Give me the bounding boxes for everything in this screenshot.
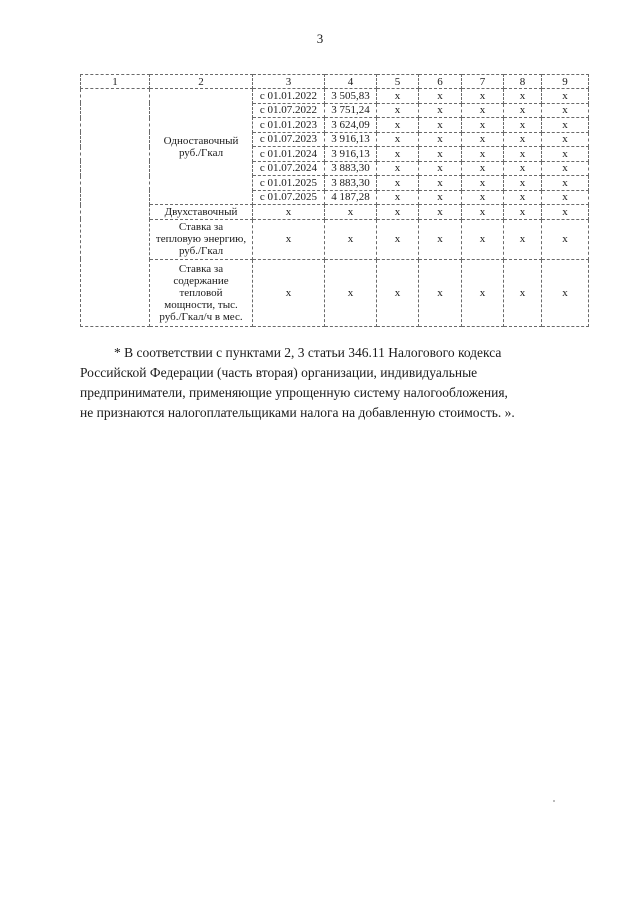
- period-cell: с 01.07.2025: [253, 190, 325, 205]
- capacity-rate-label-unit: руб./Гкал/ч в мес.: [159, 310, 243, 323]
- x-cell: х: [419, 147, 462, 162]
- x-cell: х: [377, 89, 419, 104]
- x-cell: х: [542, 89, 589, 104]
- header-cell: 8: [504, 75, 542, 89]
- empty-first-column: [81, 89, 150, 327]
- x-cell: х: [542, 132, 589, 147]
- header-cell: 4: [325, 75, 377, 89]
- x-cell: х: [253, 219, 325, 259]
- x-cell: х: [504, 103, 542, 118]
- page-number: 3: [316, 31, 324, 46]
- header-cell: 1: [81, 75, 150, 89]
- value-cell: 4 187,28: [325, 190, 377, 205]
- value-cell: 3 505,83: [325, 89, 377, 104]
- x-cell: х: [504, 190, 542, 205]
- period-cell: с 01.07.2023: [253, 132, 325, 147]
- x-cell: х: [377, 147, 419, 162]
- x-cell: х: [377, 205, 419, 220]
- table-row-two-part: [81, 205, 589, 220]
- x-cell: х: [504, 89, 542, 104]
- value-cell: 3 916,13: [325, 132, 377, 147]
- header-cell: 5: [377, 75, 419, 89]
- footnote: [80, 343, 588, 423]
- period-cell: с 01.01.2022: [253, 89, 325, 104]
- capacity-rate-label-line: Ставка за: [178, 262, 224, 275]
- footnote-line: предприниматели, применяющие упрощенную систему налогообложения,: [80, 385, 508, 400]
- x-cell: х: [377, 161, 419, 176]
- x-cell: х: [542, 259, 589, 326]
- x-cell: х: [377, 132, 419, 147]
- table-row-energy-rate: [81, 219, 589, 259]
- one-part-label-unit: руб./Гкал: [178, 146, 224, 159]
- x-cell: х: [419, 205, 462, 220]
- x-cell: х: [325, 205, 377, 220]
- footnote-line: не признаются налогоплательщиками налога на добавленную стоимость. ».: [80, 405, 515, 420]
- x-cell: х: [377, 176, 419, 191]
- energy-rate-label-line: тепловую энергию,: [155, 233, 247, 245]
- one-part-label-line: Одноставочный: [163, 134, 239, 147]
- header-cell: 3: [253, 75, 325, 89]
- x-cell: х: [504, 176, 542, 191]
- energy-rate-label-line: Ставка за: [178, 221, 224, 233]
- x-cell: х: [377, 219, 419, 259]
- capacity-rate-label-line: содержание: [173, 274, 229, 287]
- x-cell: х: [542, 190, 589, 205]
- x-cell: х: [419, 89, 462, 104]
- x-cell: х: [462, 219, 504, 259]
- value-cell: 3 624,09: [325, 118, 377, 133]
- x-cell: х: [377, 190, 419, 205]
- x-cell: х: [325, 259, 377, 326]
- header-cell: 9: [542, 75, 589, 89]
- x-cell: х: [462, 259, 504, 326]
- capacity-rate-label-line: мощности, тыс.: [164, 298, 238, 311]
- x-cell: х: [542, 205, 589, 220]
- x-cell: х: [542, 176, 589, 191]
- x-cell: х: [504, 205, 542, 220]
- x-cell: х: [462, 103, 504, 118]
- two-part-tariff-label: Двухставочный: [150, 205, 253, 220]
- x-cell: х: [504, 118, 542, 133]
- period-cell: с 01.01.2023: [253, 118, 325, 133]
- footnote-line: * В соответствии с пунктами 2, 3 статьи 346.11 Налогового кодекса: [114, 345, 502, 360]
- energy-rate-label: [150, 219, 253, 259]
- x-cell: х: [419, 161, 462, 176]
- value-cell: 3 883,30: [325, 161, 377, 176]
- x-cell: х: [377, 259, 419, 326]
- header-cell: 6: [419, 75, 462, 89]
- x-cell: х: [462, 89, 504, 104]
- scan-speck: [553, 800, 555, 802]
- x-cell: х: [504, 132, 542, 147]
- x-cell: х: [462, 176, 504, 191]
- x-cell: х: [462, 118, 504, 133]
- x-cell: х: [462, 147, 504, 162]
- x-cell: х: [462, 190, 504, 205]
- capacity-rate-label: [150, 259, 253, 326]
- x-cell: х: [504, 147, 542, 162]
- x-cell: х: [325, 219, 377, 259]
- x-cell: х: [419, 176, 462, 191]
- x-cell: х: [419, 103, 462, 118]
- tariff-table: [80, 74, 589, 327]
- x-cell: х: [419, 190, 462, 205]
- x-cell: х: [542, 161, 589, 176]
- period-cell: с 01.07.2022: [253, 103, 325, 118]
- x-cell: х: [377, 103, 419, 118]
- period-cell: с 01.01.2025: [253, 176, 325, 191]
- header-cell: 2: [150, 75, 253, 89]
- period-cell: с 01.01.2024: [253, 147, 325, 162]
- table-row: [81, 89, 589, 104]
- period-cell: с 01.07.2024: [253, 161, 325, 176]
- value-cell: 3 751,24: [325, 103, 377, 118]
- x-cell: х: [504, 161, 542, 176]
- one-part-tariff-label: [150, 89, 253, 205]
- x-cell: х: [253, 205, 325, 220]
- capacity-rate-label-line: тепловой: [179, 286, 223, 299]
- x-cell: х: [542, 118, 589, 133]
- x-cell: х: [462, 161, 504, 176]
- x-cell: х: [377, 118, 419, 133]
- x-cell: х: [542, 219, 589, 259]
- x-cell: х: [504, 259, 542, 326]
- x-cell: х: [542, 147, 589, 162]
- table-row-capacity-rate: [81, 259, 589, 326]
- header-cell: 7: [462, 75, 504, 89]
- x-cell: х: [462, 205, 504, 220]
- x-cell: х: [419, 118, 462, 133]
- x-cell: х: [542, 103, 589, 118]
- x-cell: х: [419, 219, 462, 259]
- energy-rate-label-unit: руб./Гкал: [178, 245, 224, 257]
- x-cell: х: [419, 259, 462, 326]
- table-header-row: [81, 75, 589, 89]
- footnote-line: Российской Федерации (часть вторая) организации, индивидуальные: [80, 365, 478, 380]
- x-cell: х: [504, 219, 542, 259]
- x-cell: х: [419, 132, 462, 147]
- value-cell: 3 883,30: [325, 176, 377, 191]
- x-cell: х: [253, 259, 325, 326]
- x-cell: х: [462, 132, 504, 147]
- value-cell: 3 916,13: [325, 147, 377, 162]
